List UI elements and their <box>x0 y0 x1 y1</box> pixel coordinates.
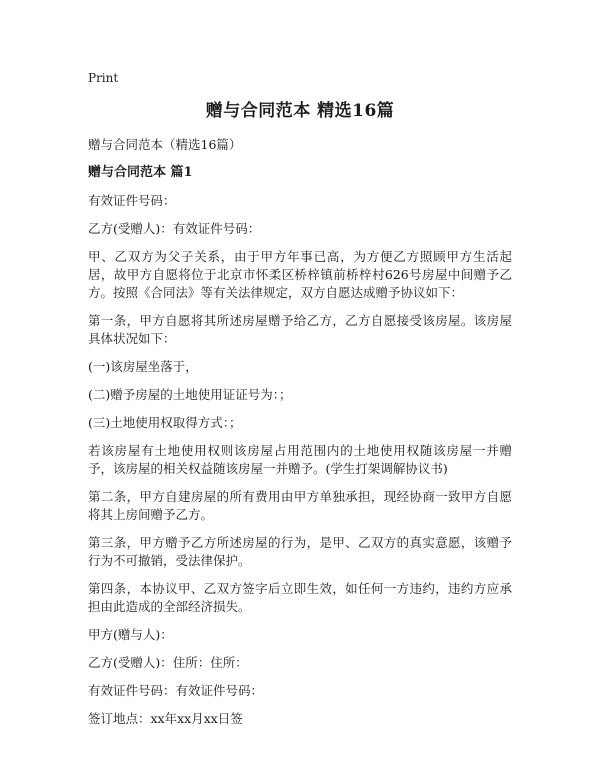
paragraph-land-use: 若该房屋有土地使用权则该房屋占用范围内的土地使用权随该房屋一并赠予，该房屋的相关权益随该房屋一并赠予。(学生打架调解协议书) <box>88 443 512 476</box>
paragraph-party-a-sign: 甲方(赠与人)： <box>88 627 173 642</box>
paragraph-id-numbers: 有效证件号码：有效证件号码： <box>88 683 264 698</box>
document-body <box>88 192 512 728</box>
section-heading: 赠与合同范本 篇1 <box>88 165 193 180</box>
paragraph-article-1: 第一条，甲方自愿将其所述房屋赠予给乙方，乙方自愿接受该房屋。该房屋具体状况如下： <box>88 313 512 346</box>
paragraph-article-2: 第二条，甲方自建房屋的所有费用由甲方单独承担，现经协商一致甲方自愿将其上房间赠予乙方。 <box>88 489 512 522</box>
paragraph-signing-place: 签订地点：xx年xx月xx日签 <box>88 711 243 726</box>
paragraph-party-b: 乙方(受赠人)：有效证件号码： <box>88 221 261 236</box>
paragraph-article-3: 第三条，甲方赠予乙方所述房屋的行为，是甲、乙双方的真实意愿，该赠予行为不可撤销，受法律保护。 <box>88 535 512 568</box>
document-title: 赠与合同范本 精选16篇 <box>205 101 395 121</box>
paragraph-party-b-sign: 乙方(受赠人)：住所：住所： <box>88 655 248 670</box>
paragraph-id-number: 有效证件号码： <box>88 193 176 208</box>
paragraph-article-4: 第四条，本协议甲、乙双方签字后立即生效，如任何一方违约，违约方应承担由此造成的全部经济损失。 <box>88 581 512 614</box>
paragraph-item-2: (二)赠予房屋的土地使用证证号为：； <box>88 387 292 402</box>
print-label: Print <box>88 71 119 85</box>
paragraph-preamble: 甲、乙双方为父子关系，由于甲方年事已高，为方便乙方照顾甲方生活起居，故甲方自愿将位于北京市怀柔区桥梓镇前桥梓村626号房屋中间赠予乙方。按照《合同法》等有关法律规定，双方自愿达成赠予协议如下： <box>88 249 512 300</box>
document-subtitle: 赠与合同范本（精选16篇） <box>88 137 242 152</box>
paragraph-item-3: (三)土地使用权取得方式：； <box>88 415 242 430</box>
paragraph-item-1: (一)该房屋坐落于， <box>88 359 198 374</box>
